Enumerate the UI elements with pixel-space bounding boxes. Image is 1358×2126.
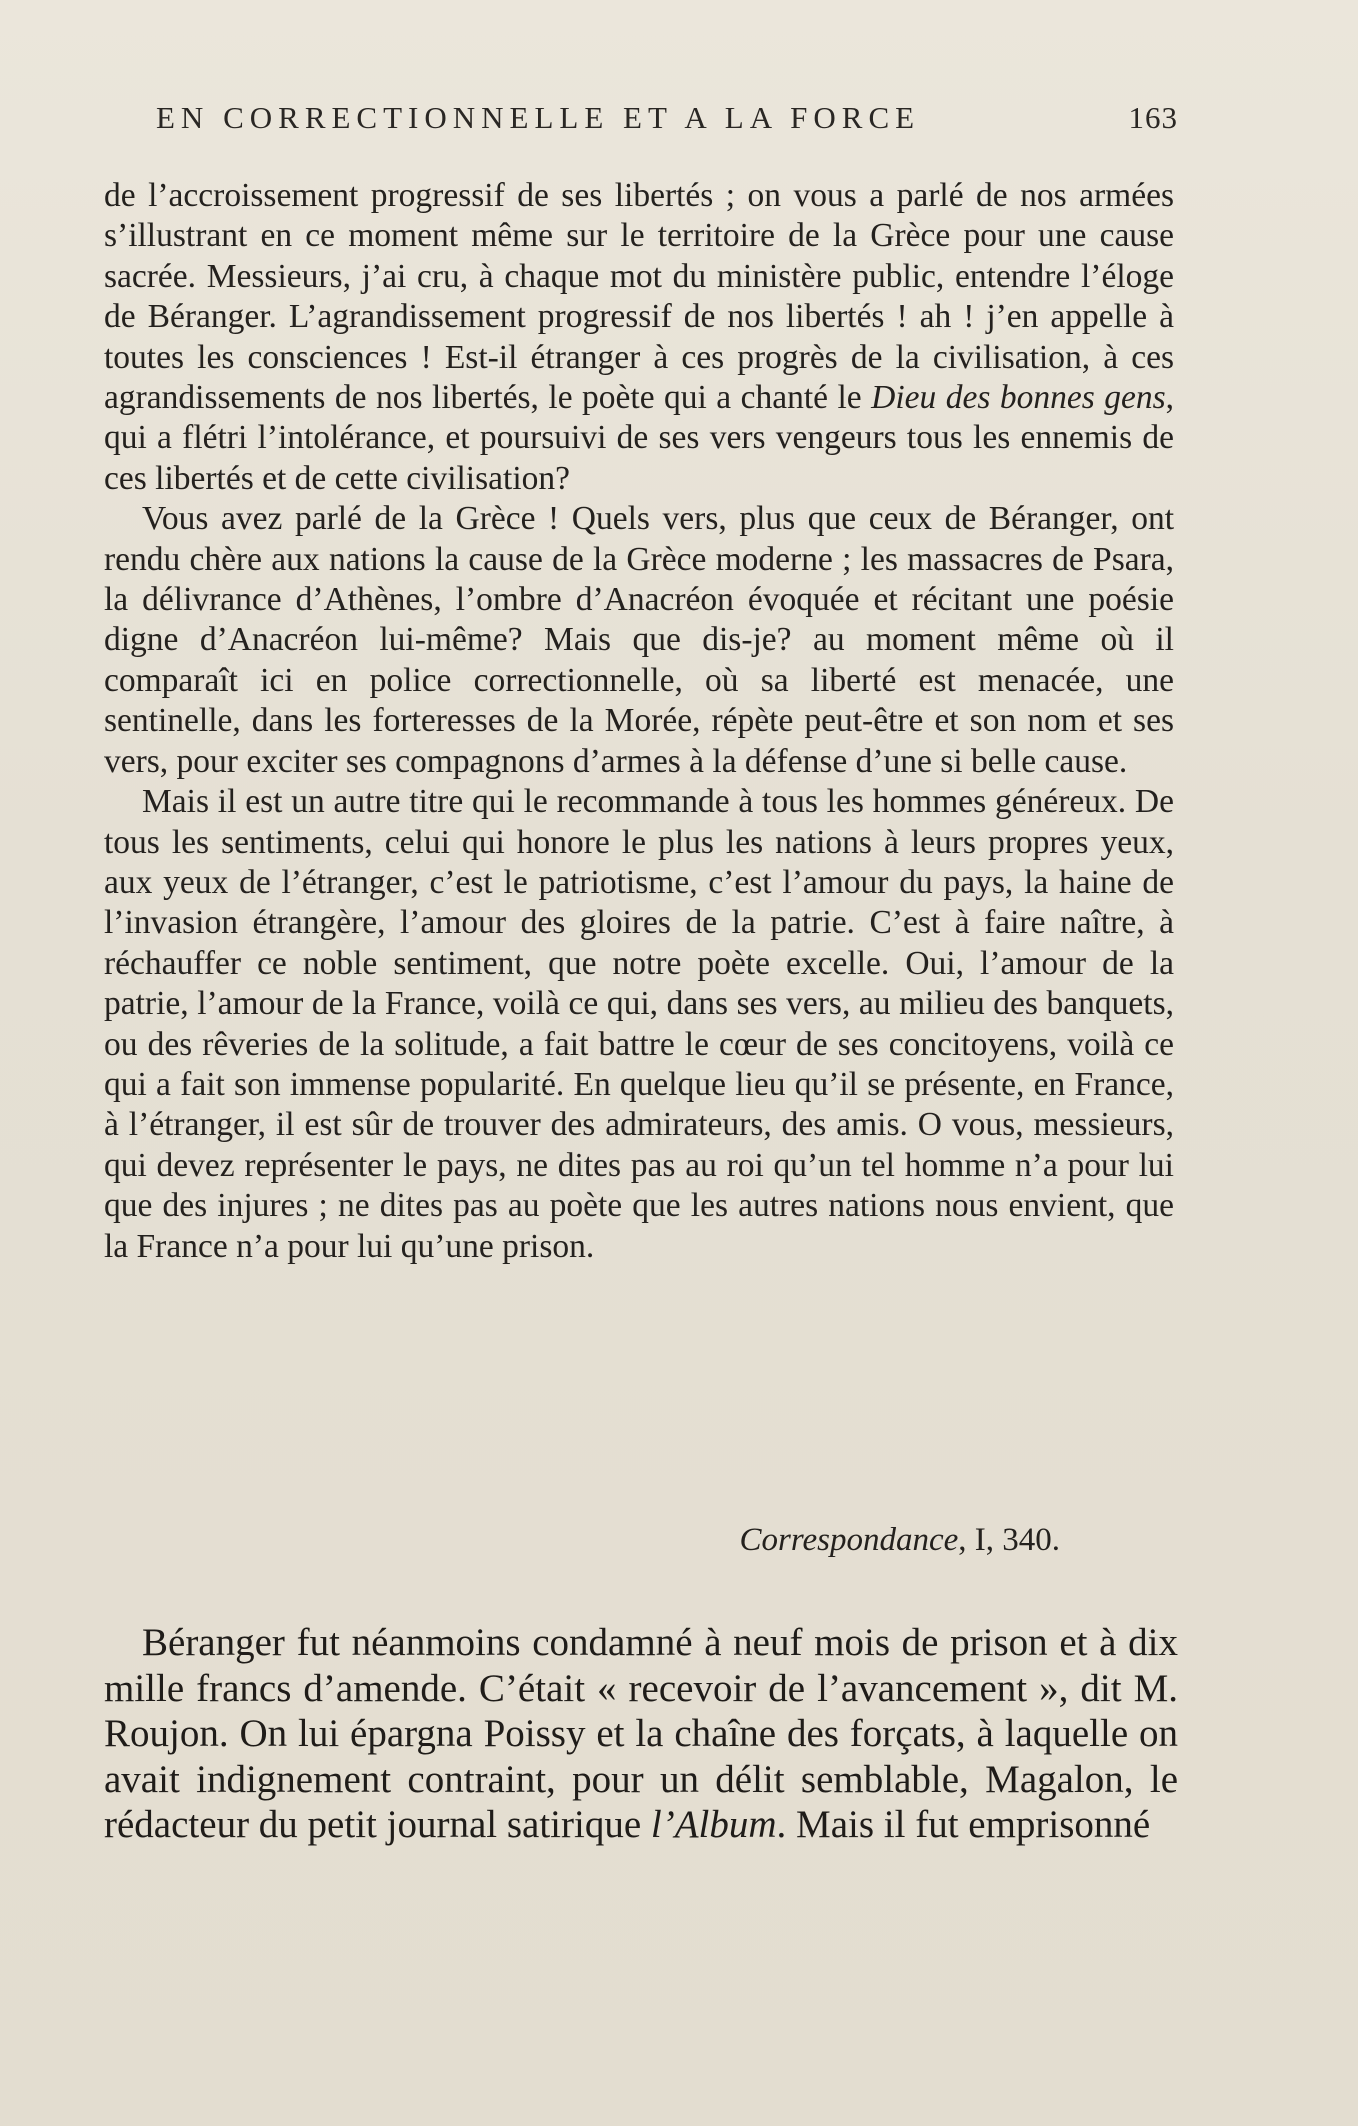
body-paragraph-1-text-b: . Mais il fut emprisonné bbox=[776, 1803, 1151, 1846]
quoted-speech bbox=[104, 176, 1174, 1267]
journal-title: l’Album bbox=[650, 1803, 777, 1846]
page-number: 163 bbox=[1128, 100, 1178, 135]
quote-paragraph-3: Mais il est un autre titre qui le recommande à tous les hommes généreux. De tous les sentiments, celui qui honore le plus les nations à leurs propres yeux, aux yeux de l’étranger, c’est le patriotisme, c’est l’amour du pays, la haine de l’invasion étrangère, l’amour des gloires de la patrie. C’est à faire naître, à réchauffer ce noble sentiment, que notre poète excelle. Oui, l’amour de la patrie, l’amour de la France, voilà ce qui, dans ses vers, au milieu des banquets, ou des rêveries de la solitude, a fait battre le cœur de ses concitoyens, voilà ce qui a fait son immense popularité. En quelque lieu qu’il se présente, en France, à l’étranger, il est sûr de trouver des admirateurs, des amis. O vous, messieurs, qui devez représenter le pays, ne dites pas au roi qu’un tel homme n’a pour lui que des injures ; ne dites pas au poète que les autres nations nous envient, que la France n’a pour lui qu’une prison. bbox=[104, 783, 1174, 1265]
body-paragraph-1 bbox=[104, 1620, 1178, 1848]
running-header bbox=[156, 100, 1178, 140]
quote-paragraph-1 bbox=[104, 176, 1174, 499]
main-text bbox=[104, 1620, 1178, 1848]
quote-paragraph-1-text-b: , qui a flétri l’intolérance, et poursuivi de ses vers vengeurs tous les ennemis de ces libertés et de cette civilisation? bbox=[104, 379, 1174, 497]
citation bbox=[600, 1522, 1060, 1559]
quote-paragraph-1-text-a: de l’accroissement progressif de ses libertés ; on vous a parlé de nos armées s’illustrant en ce moment même sur le territoire de la Grèce pour une cause sacrée. Messieurs, j’ai cru, à chaque mot du ministère public, entendre l’éloge de Béranger. L’agrandissement progressif de nos libertés ! ah ! j’en appelle à toutes les consciences ! Est-il étranger à ces progrès de la civilisation, à ces agrandissements de nos libertés, le poète qui a chanté le bbox=[104, 177, 1174, 417]
citation-reference: , I, 340. bbox=[958, 1522, 1060, 1558]
song-title: Dieu des bonnes gens bbox=[871, 379, 1166, 417]
quote-paragraph-2: Vous avez parlé de la Grèce ! Quels vers, plus que ceux de Béranger, ont rendu chère aux nations la cause de la Grèce moderne ; les massacres de Psara, la délivrance d’Athènes, l’ombre d’Anacréon évoquée et récitant une poésie digne d’Anacréon lui-même? Mais que dis-je? au moment même où il comparaît ici en police correctionnelle, où sa liberté est menacée, une sentinelle, dans les forteresses de la Morée, répète peut-être et son nom et ses vers, pour exciter ses compagnons d’armes à la défense d’une si belle cause. bbox=[104, 500, 1174, 780]
citation-source-title: Correspondance bbox=[739, 1522, 959, 1558]
body-paragraph-1-text-a: Béranger fut néanmoins condamné à neuf mois de prison et à dix mille francs d’amende. C’était « recevoir de l’avancement », dit M. Roujon. On lui épargna Poissy et la chaîne des forçats, à laquelle on avait indignement contraint, pour un délit semblable, Magalon, le rédacteur du petit journal satirique bbox=[104, 1621, 1178, 1846]
running-title: EN CORRECTIONNELLE ET A LA FORCE bbox=[156, 100, 921, 135]
